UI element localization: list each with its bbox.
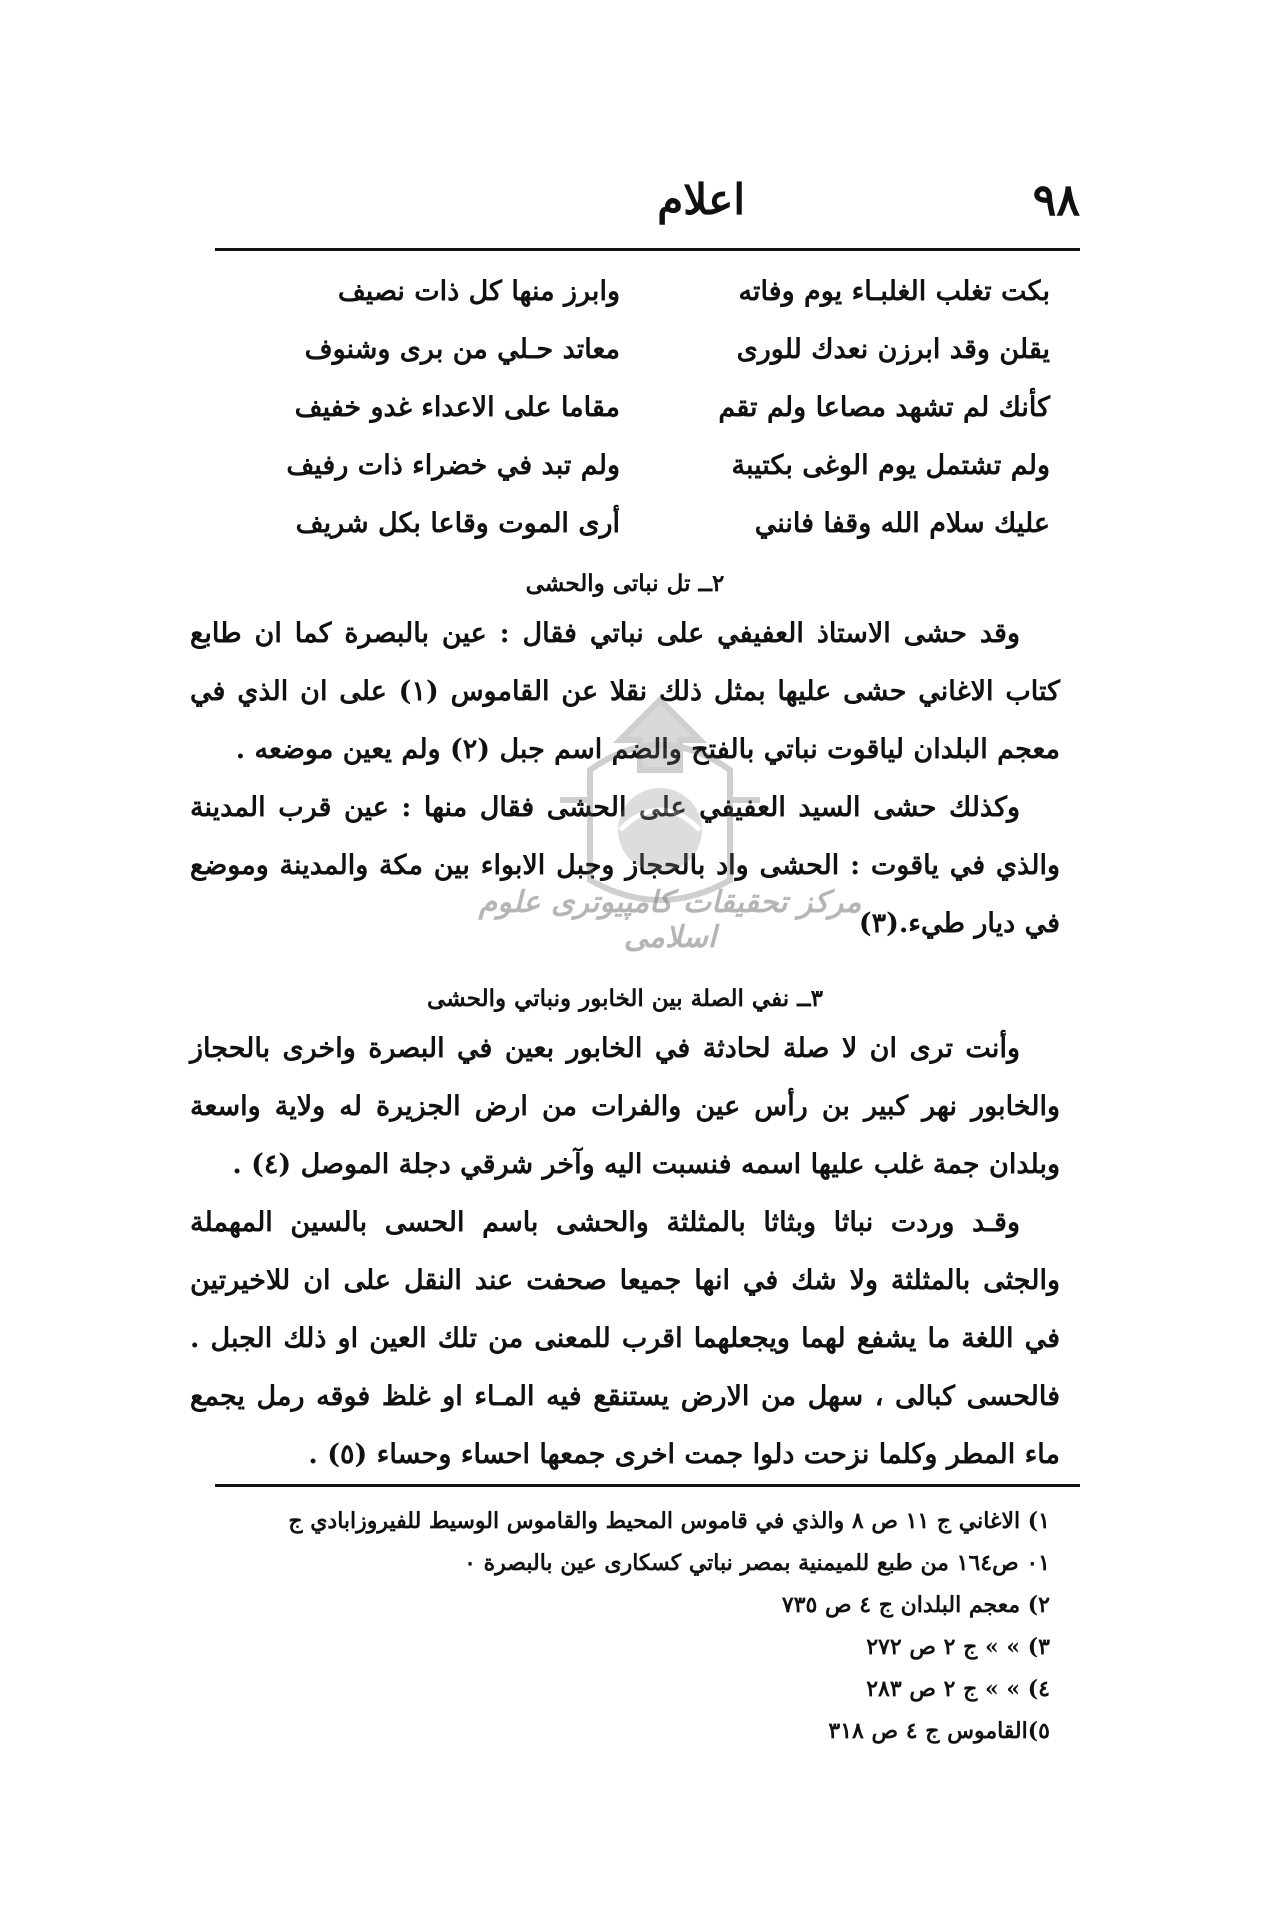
- paragraph: وقد حشى الاستاذ العفيفي على نباتي فقال : عين بالبصرة كما ان طابع كتاب الاغاني حشى عليها بمثل ذلك نقلا عن القاموس (١) على ان الذي في معجم البلدان لياقوت نباتي بالفتح والضم اسم جبل (٢) ولم يعين موضعه .: [190, 618, 1060, 765]
- verse-first-hemistich: كأنك لم تشهد مصاعا ولم تقم: [718, 391, 1050, 423]
- footnote: ٥)القاموس ج ٤ ص ٣١٨: [828, 1718, 1050, 1744]
- verse-first-hemistich: ولم تشتمل يوم الوغى بكتيبة: [731, 449, 1050, 481]
- verse-second-hemistich: ولم تبد في خضراء ذات رفيف: [286, 449, 620, 481]
- page-header: [215, 175, 1080, 245]
- verse-second-hemistich: معاتد حـلي من برى وشنوف: [304, 333, 620, 365]
- verse-first-hemistich: بكت تغلب الغلبـاء يوم وفاته: [738, 275, 1050, 307]
- section-heading: ٢ــ تل نباتى والحشى: [525, 570, 725, 597]
- paragraph: وأنت ترى ان لا صلة لحادثة في الخابور بعين في البصرة واخرى بالحجاز والخابور نهر كبير بن رأس عين والفرات من ارض الجزيرة له ولاية واسعة وبلدان جمة غلب عليها اسمه فنسبت اليه وآخر شرقي دجلة الموصل (٤) .: [190, 1033, 1060, 1180]
- section-heading: ٣ــ نفي الصلة بين الخابور ونباتي والحشى: [427, 985, 823, 1012]
- footnote: ٣) » » ج ٢ ص ٢٧٢: [866, 1634, 1050, 1660]
- section-body: [190, 1020, 1060, 1484]
- verse-second-hemistich: وابرز منها كل ذات نصيف: [337, 275, 620, 307]
- page-number: ٩٨: [1032, 175, 1080, 226]
- watermark-text: مركز تحقيقات كامپيوتری علوم اسلامی: [478, 885, 862, 955]
- footnotes: [150, 1500, 1050, 1752]
- verse-line: [240, 436, 1050, 494]
- verse-second-hemistich: أرى الموت وقاعا بكل شريف: [295, 507, 620, 539]
- running-title: اعلام: [657, 175, 745, 224]
- footnote: ٠١ ص١٦٤ من طبع للميمنية بمصر نباتي كسكارى عين بالبصرة ٠: [464, 1550, 1050, 1576]
- footnote: ٢) معجم البلدان ج ٤ ص ٧٣٥: [781, 1592, 1050, 1618]
- verse-first-hemistich: عليك سلام الله وقفا فانني: [754, 507, 1050, 539]
- paragraph: وكذلك حشى السيد العفيفي على الحشى فقال منها : عين قرب المدينة والذي في ياقوت : الحشى واد بالحجاز وجبل الابواء بين مكة والمدينة وموضع في ديار طيء.(٣): [190, 792, 1060, 939]
- paragraph: وقـد وردت نباثا وبثاثا بالمثلثة والحشى باسم الحسى بالسين المهملة والجثى بالمثلثة ولا شك في انها جميعا صحفت عند النقل على ان للاخيرتين في اللغة ما يشفع لهما ويجعلهما اقرب للمعنى من تلك العين او ذلك الجبل . فالحسى كبالى ، سهل من الارض يستنقع فيه المـاء او غلظ فوقه رمل يجمع ماء المطر وكلما نزحت دلوا جمت اخرى جمعها احساء وحساء (٥) .: [190, 1207, 1060, 1470]
- footnote: ٤) » » ج ٢ ص ٢٨٣: [866, 1676, 1050, 1702]
- footnote-rule: [215, 1484, 1080, 1487]
- poem-verses: [240, 262, 1050, 552]
- verse-second-hemistich: مقاما على الاعداء غدو خفيف: [294, 391, 620, 423]
- verse-line: [240, 494, 1050, 552]
- verse-first-hemistich: يقلن وقد ابرزن نعدك للورى: [736, 333, 1050, 365]
- footnote: ١) الاغاني ج ١١ ص ٨ والذي في قاموس المحيط والقاموس الوسيط للفيروزابادي ج: [288, 1508, 1050, 1534]
- verse-line: [240, 320, 1050, 378]
- verse-line: [240, 262, 1050, 320]
- header-rule: [215, 248, 1080, 251]
- verse-line: [240, 378, 1050, 436]
